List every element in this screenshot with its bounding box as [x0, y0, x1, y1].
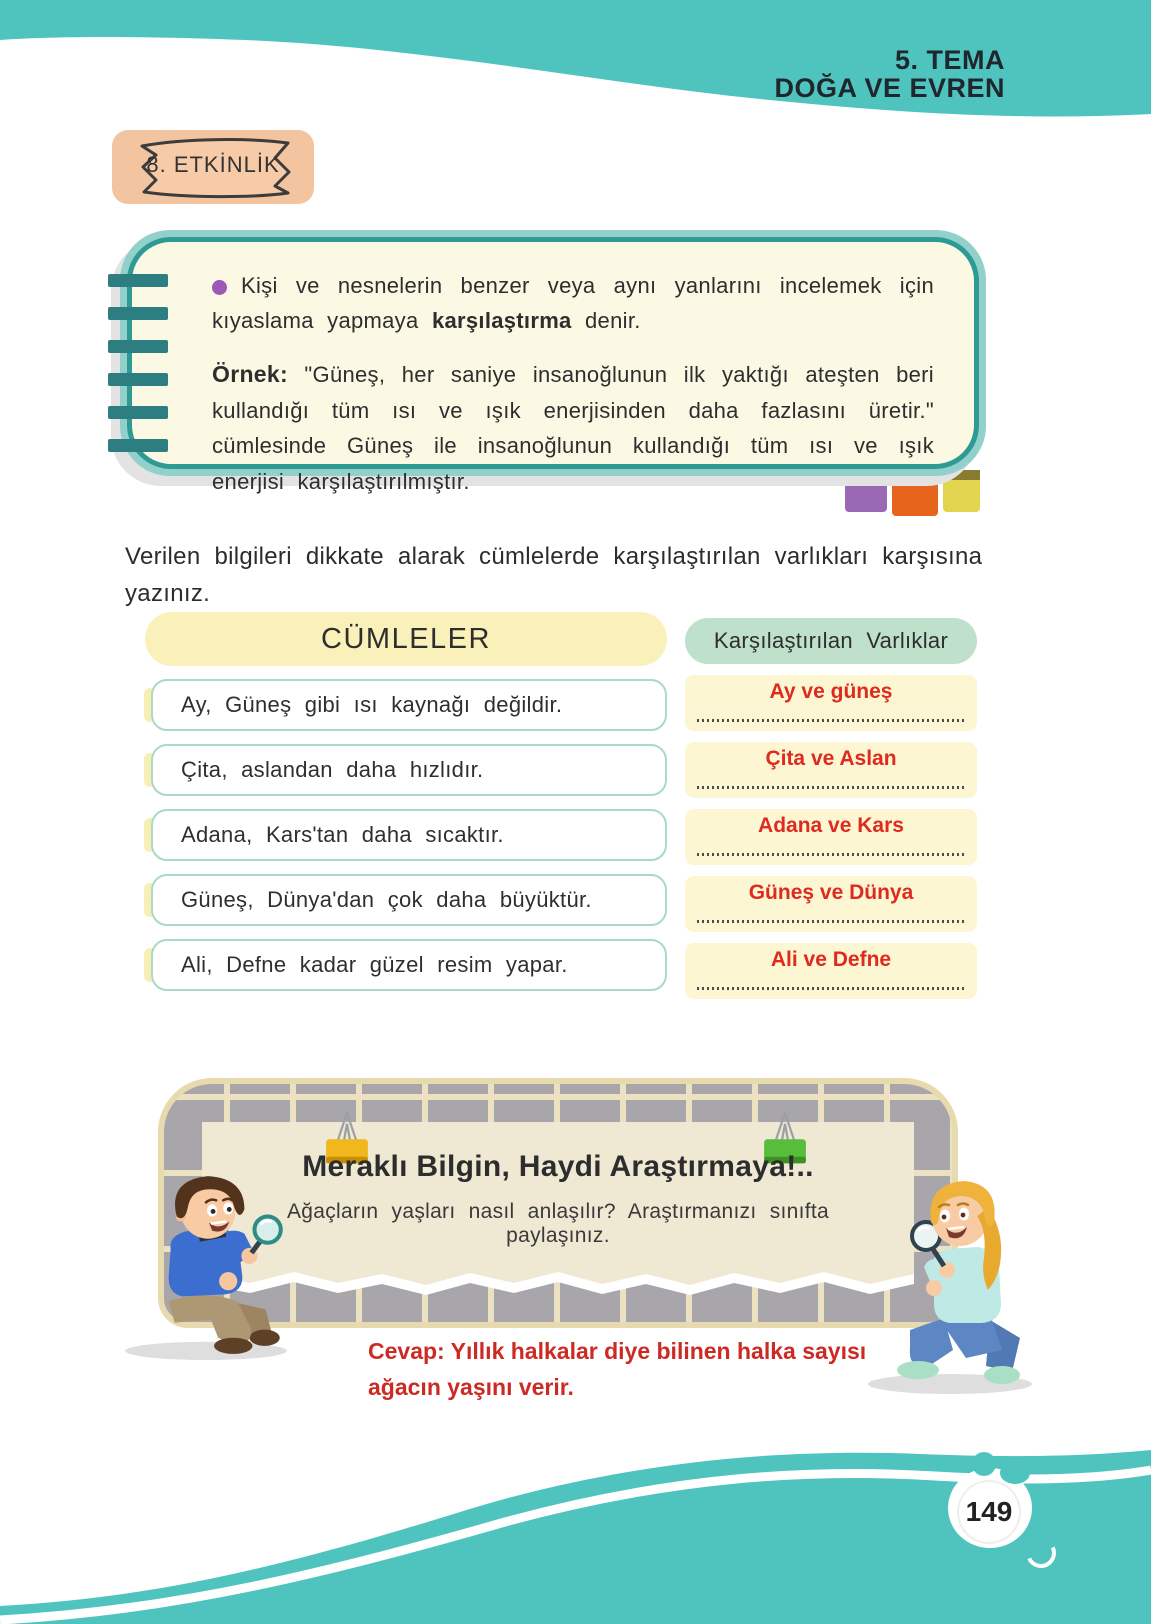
- answer-dotted-line: [697, 719, 965, 722]
- sentence-cell: Güneş, Dünya'dan çok daha büyüktür.: [151, 874, 667, 926]
- girl-with-magnifier-illustration: [850, 1170, 1050, 1395]
- answer-cell: [685, 742, 977, 798]
- definition-text: Kişi ve nesnelerin benzer veya aynı yanlarını incelemek için kıyaslama yapmaya: [212, 273, 934, 334]
- answer-dotted-line: [697, 786, 965, 789]
- answer-dotted-line: [697, 920, 965, 923]
- yellow-tab: [943, 470, 980, 512]
- handwritten-answer: Güneş ve Dünya: [748, 881, 914, 904]
- answer-cell: [685, 876, 977, 932]
- sentence-cell: Adana, Kars'tan daha sıcaktır.: [151, 809, 667, 861]
- answers-column-header: Karşılaştırılan Varlıklar: [685, 618, 977, 664]
- research-banner-question: Ağaçların yaşları nasıl anlaşılır? Araştırmanızı sınıfta paylaşınız.: [286, 1200, 829, 1247]
- teal-accent-shape: [1000, 1462, 1030, 1484]
- answer-dotted-line: [697, 853, 965, 856]
- definition-text-end: denir.: [571, 308, 641, 334]
- bullet-icon: [212, 280, 227, 295]
- handwritten-answer: Ali ve Defne: [770, 948, 892, 971]
- answer-cell: [685, 809, 977, 865]
- notebook-ring-icon: [108, 340, 168, 353]
- sentence-cell: Ay, Güneş gibi ısı kaynağı değildir.: [151, 679, 667, 731]
- boy-with-magnifier-illustration: [110, 1168, 302, 1360]
- instruction-text: Verilen bilgileri dikkate alarak cümlelerde karşılaştırılan varlıkları karşısına yazınız.: [125, 543, 983, 608]
- notebook-ring-icon: [108, 406, 168, 419]
- sentences-column-header: CÜMLELER: [145, 612, 667, 666]
- handwritten-answer: Adana ve Kars: [758, 814, 904, 837]
- activity-badge-label: 8. ETKİNLİK: [146, 152, 280, 177]
- answer-cell: [685, 943, 977, 999]
- definition-paragraph: [212, 268, 934, 338]
- answer-note: Cevap: Yıllık halkalar diye bilinen halka sayısı ağacın yaşını verir.: [368, 1338, 867, 1400]
- notebook-ring-icon: [108, 307, 168, 320]
- comparison-table: [145, 612, 977, 1012]
- theme-title-text: DOĞA VE EVREN: [774, 73, 1005, 104]
- sentence-cell: Ali, Defne kadar güzel resim yapar.: [151, 939, 667, 991]
- theme-number: 5. TEMA: [894, 45, 1005, 75]
- activity-badge: [112, 130, 314, 204]
- sentences-column: [145, 612, 667, 991]
- example-label: Örnek:: [212, 361, 288, 388]
- notebook-ring-icon: [108, 274, 168, 287]
- answer-dotted-line: [697, 987, 965, 990]
- answer-cell: [685, 675, 977, 731]
- handwritten-answer: Ay ve güneş: [769, 680, 893, 703]
- sentence-cell: Çita, aslandan daha hızlıdır.: [151, 744, 667, 796]
- example-paragraph: [212, 356, 934, 498]
- page-number: 149: [957, 1480, 1021, 1544]
- notebook-ring-icon: [108, 439, 168, 452]
- handwritten-answer: Çita ve Aslan: [765, 747, 897, 770]
- notebook-ring-icon: [108, 373, 168, 386]
- answers-column: [685, 618, 977, 999]
- example-text: "Güneş, her saniye insanoğlunun ilk yaktığı ateşten beri kullandığı tüm ısı ve ışık enerjisinden daha fazlasını üretir." cümlesinde Güneş ile insanoğlunun kullandığı tüm ısı ve ışık enerjisi karşılaştırılmıştır.: [212, 362, 934, 494]
- definition-keyword: karşılaştırma: [431, 308, 572, 334]
- research-banner-title: Meraklı Bilgin, Haydi Araştırmaya!..: [302, 1150, 814, 1183]
- theme-header: [774, 46, 1005, 103]
- definition-box: [120, 230, 986, 494]
- teal-dot-icon: [972, 1452, 996, 1476]
